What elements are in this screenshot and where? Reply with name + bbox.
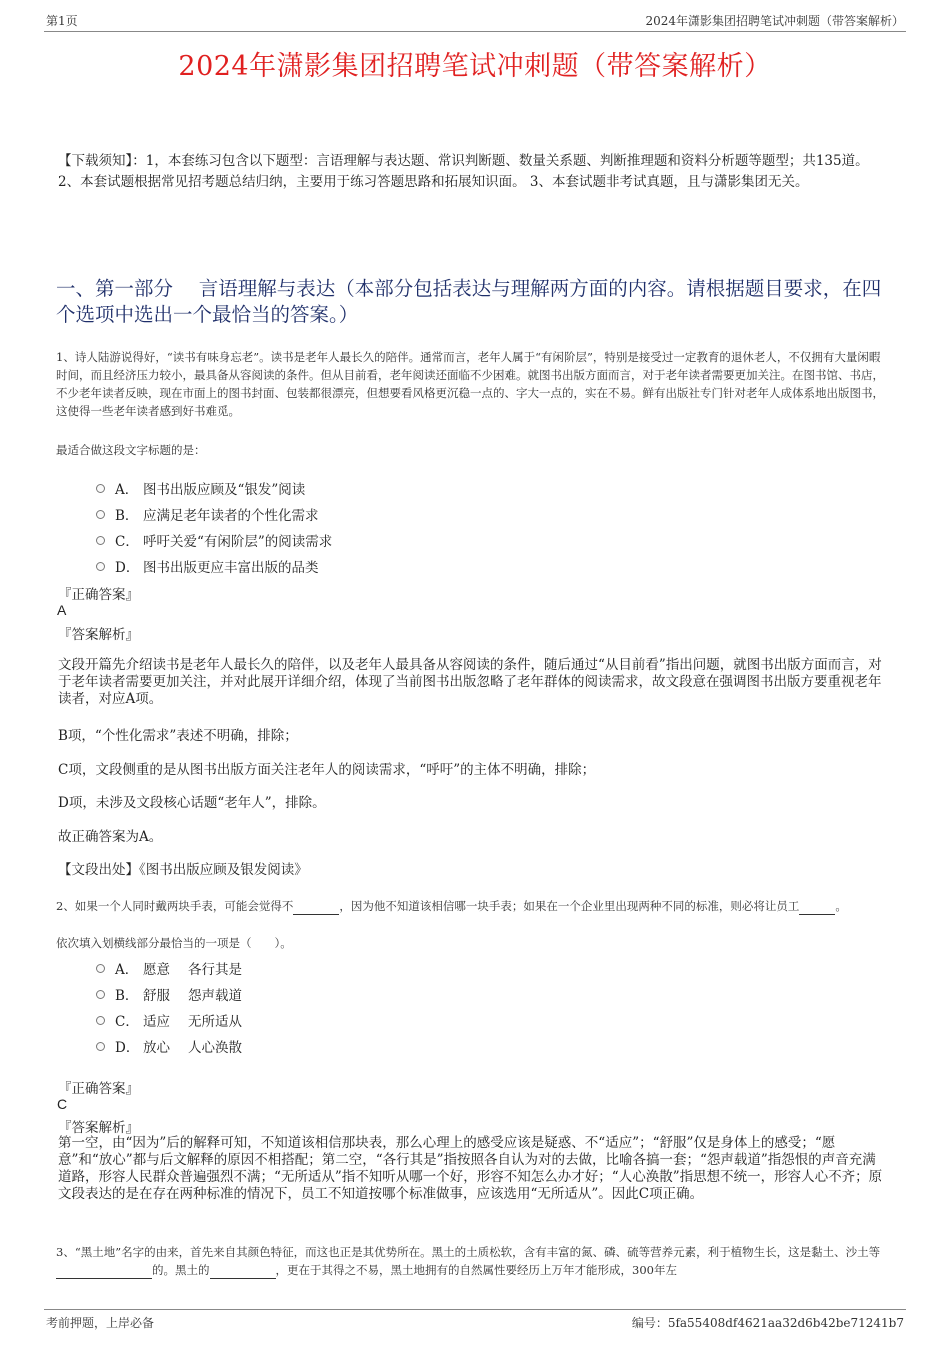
radio-icon[interactable] (96, 1042, 105, 1051)
analysis-label: 『答案解析』 (58, 1120, 139, 1136)
correct-answer-label: 『正确答案』 (58, 587, 139, 603)
question-1-option-d[interactable]: D． 图书出版更应丰富出版的品类 (96, 556, 319, 576)
document-title: 2024年潇影集团招聘笔试冲刺题（带答案解析） (178, 51, 772, 82)
header-rule (44, 31, 906, 32)
section-heading: 一、第一部分 言语理解与表达（本部分包括表达与理解两方面的内容。请根据题目要求，在四个选项中选出一个最恰当的答案。） (56, 277, 882, 326)
page-number: 第1页 (46, 14, 78, 28)
question-1-analysis-b: B项，“个性化需求”表述不明确，排除； (58, 728, 298, 744)
running-title: 2024年潇影集团招聘笔试冲刺题（带答案解析） (645, 14, 904, 28)
analysis-label: 『答案解析』 (58, 627, 139, 643)
correct-answer-label: 『正确答案』 (58, 1081, 139, 1097)
question-2-prompt: 依次填入划横线部分最恰当的一项是（ ）。 (56, 936, 292, 950)
question-2-option-d[interactable]: D． 放心 人心涣散 (96, 1036, 242, 1056)
question-2-analysis: 第一空，由“因为”后的解释可知，不知道该相信那块表，那么心理上的感受应该是疑惑、不“适应”；“舒服”仅是身体上的感受；“愿意”和“放心”都与后文解释的原因不相搭配；第二空，“各行其是”指按照各自认为对的去做，比喻各搞一套；“怨声载道”指怨恨的声音充满道路，形容人民群众普遍强烈不满；“无所适从”指不知听从哪一个好，形容不知怎么办才好；“人心涣散”指思想不统一，形容人心不齐；原文段表达的是在存在两种标准的情况下，员工不知道按哪个标准做事，应该选用“无所适从”。因此C项正确。 (58, 1135, 883, 1202)
document-id: 编号：5fa55408df4621aa32d6b42be71241b7 (631, 1316, 904, 1330)
radio-icon[interactable] (96, 510, 105, 519)
footer-slogan: 考前押题，上岸必备 (46, 1316, 155, 1330)
question-1-conclusion: 故正确答案为A。 (58, 829, 163, 845)
question-1-analysis-d: D项，未涉及文段核心话题“老年人”，排除。 (58, 795, 326, 811)
fill-blank[interactable] (799, 914, 835, 915)
question-1-prompt: 最适合做这段文字标题的是： (56, 443, 206, 457)
question-2-option-c[interactable]: C． 适应 无所适从 (96, 1010, 242, 1030)
radio-icon[interactable] (96, 1016, 105, 1025)
radio-icon[interactable] (96, 990, 105, 999)
question-1-option-b[interactable]: B． 应满足老年读者的个性化需求 (96, 504, 319, 524)
radio-icon[interactable] (96, 536, 105, 545)
question-2-option-b[interactable]: B． 舒服 怨声载道 (96, 984, 242, 1004)
radio-icon[interactable] (96, 484, 105, 493)
fill-blank[interactable] (293, 914, 339, 915)
radio-icon[interactable] (96, 562, 105, 571)
question-2-text: 2、如果一个人同时戴两块手表，可能会觉得不 ，因为他不知道该相信哪一块手表；如果在一个企业里出现两种不同的标准，则必将让员工 。 (56, 899, 847, 913)
question-1-analysis-c: C项，文段侧重的是从图书出版方面关注老年人的阅读需求，“呼吁”的主体不明确，排除； (58, 762, 596, 778)
question-1-option-c[interactable]: C． 呼吁关爱“有闲阶层”的阅读需求 (96, 530, 332, 550)
question-1-answer: A (57, 602, 67, 618)
radio-icon[interactable] (96, 964, 105, 973)
download-notice: 【下载须知】：1，本套练习包含以下题型：言语理解与表达题、常识判断题、数量关系题、判断推理题和资料分析题等题型；共135道。 2、本套试题根据常见招考题总结归纳，主要用于练习答题思路和拓展知识面。 3、本套试题非考试真题，且与潇影集团无关。 (58, 153, 869, 190)
footer-rule (44, 1309, 906, 1310)
fill-blank[interactable] (56, 1278, 152, 1279)
question-2-answer: C (57, 1096, 68, 1112)
fill-blank[interactable] (210, 1278, 276, 1279)
question-1-option-a[interactable]: A． 图书出版应顾及“银发”阅读 (96, 478, 305, 498)
question-1-analysis: 文段开篇先介绍读书是老年人最长久的陪伴，以及老年人最具备从容阅读的条件，随后通过“从目前看”指出问题，就图书出版方面而言，对于老年读者需要更加关注，并对此展开详细介绍，体现了当前图书出版忽略了老年群体的阅读需求，故文段意在强调图书出版方要重视老年读者，对应A项。 (58, 657, 882, 707)
question-1-text: 1、诗人陆游说得好，“读书有味身忘老”。读书是老年人最长久的陪伴。通常而言，老年人属于“有闲阶层”，特别是接受过一定教育的退休老人，不仅拥有大量闲暇时间，而且经济压力较小，最具备从容阅读的条件。但从目前看，老年阅读还面临不少困难。就图书出版方面而言，对于老年读者需要更加关注。在图书馆、书店，不少老年读者反映，现在市面上的图书封面、包装都很漂亮，但想要看风格更沉稳一点的、字大一点的，实在不易。鲜有出版社专门针对老年人成体系地出版图书，这使得一些老年读者感到好书难觅。 (56, 350, 884, 418)
question-2-option-a[interactable]: A． 愿意 各行其是 (96, 958, 242, 978)
question-3-text: 3、“黑土地”名字的由来，首先来自其颜色特征，而这也正是其优势所在。黑土的土质松软，含有丰富的氮、磷、硫等营养元素，利于植物生长，这是黏土、沙土等的。黑土的 ，更在于其得之不易，黑土地拥有的自然属性要经历上万年才能形成，300年左 (56, 1245, 881, 1277)
question-1-source: 【文段出处】《图书出版应顾及银发阅读》 (58, 862, 308, 878)
